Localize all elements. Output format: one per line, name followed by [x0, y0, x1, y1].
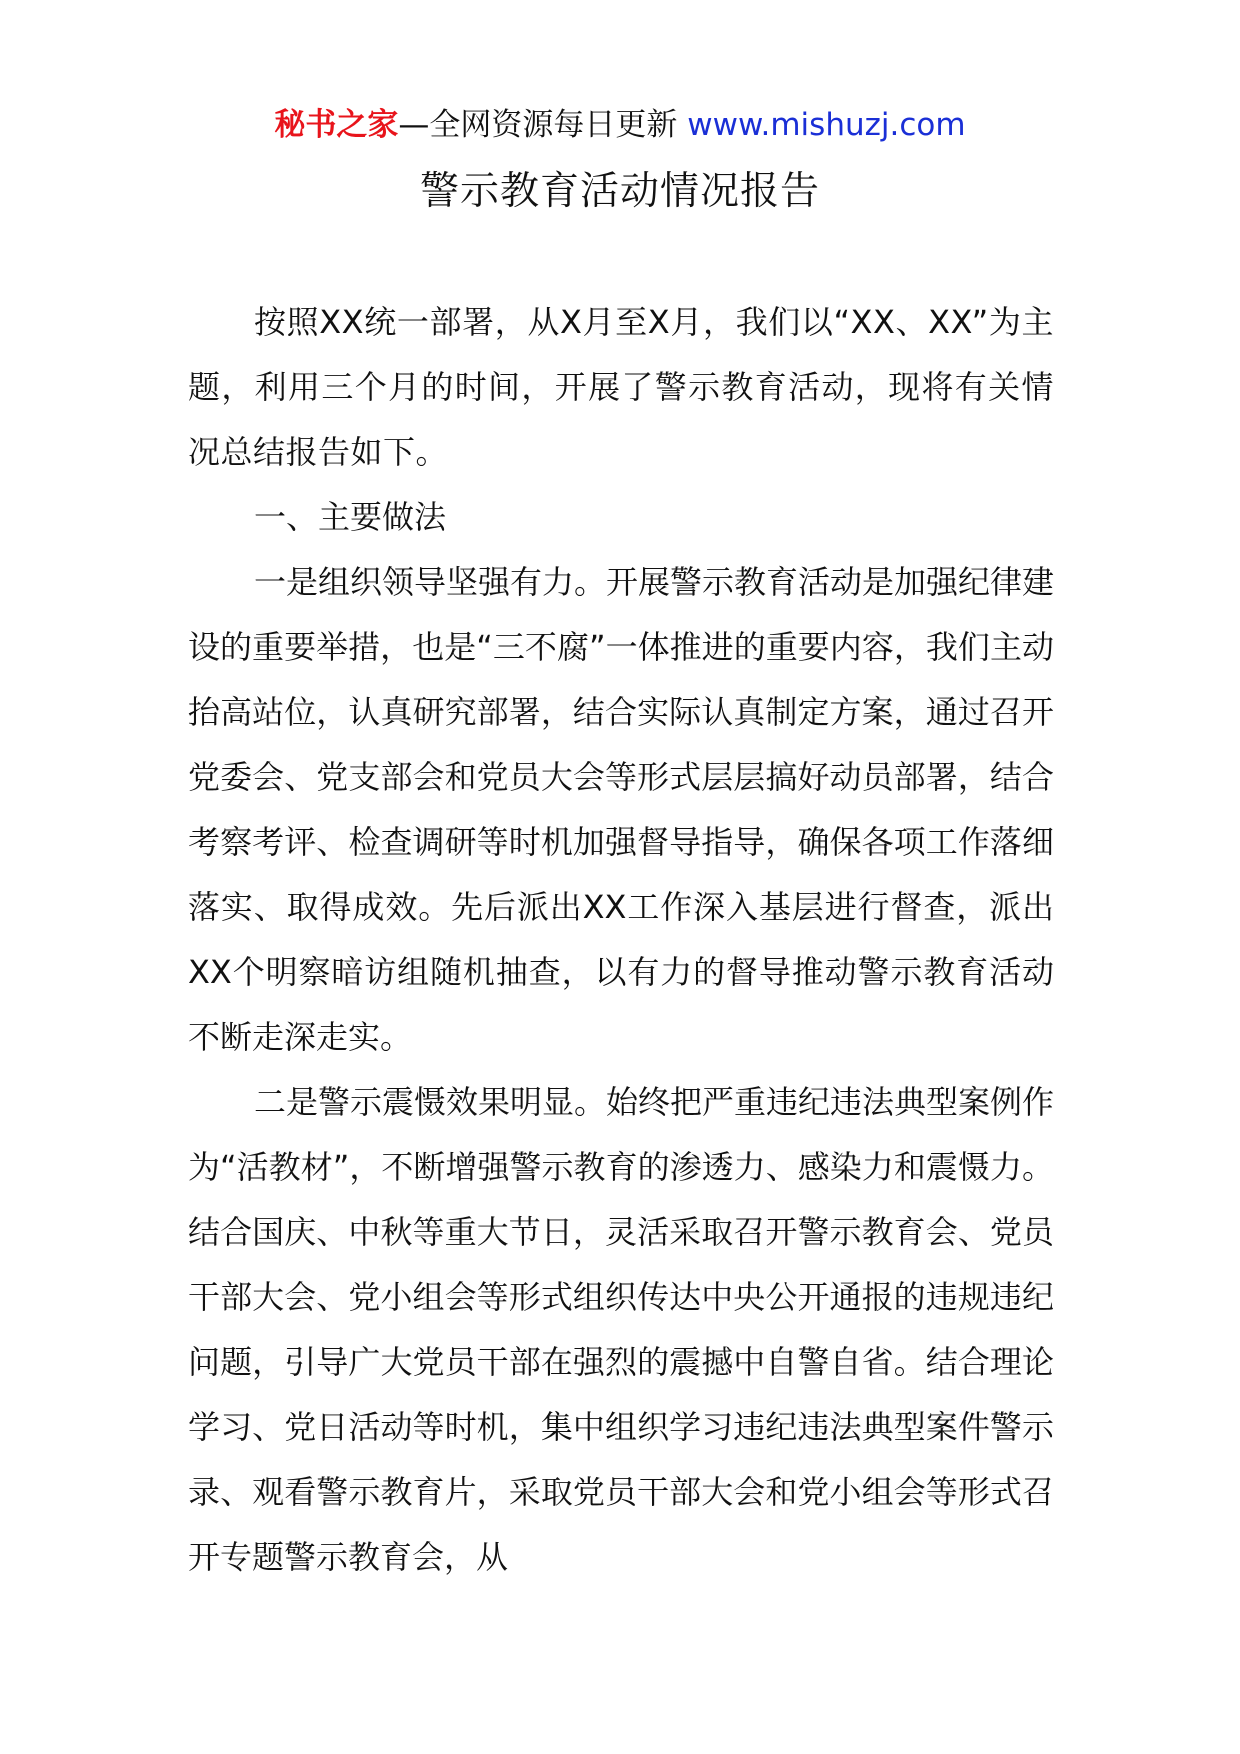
site-url-link[interactable]: www.mishuzj.com [687, 107, 966, 143]
intro-paragraph: 按照XX统一部署，从X月至X月，我们以“XX、XX”为主题，利用三个月的时间，开展了警示教育活动，现将有关情况总结报告如下。 [188, 303, 1054, 471]
paragraph-deterrence: 二是警示震慑效果明显。始终把严重违纪违法典型案例作为“活教材”，不断增强警示教育的渗透力、感染力和震慑力。结合国庆、中秋等重大节日，灵活采取召开警示教育会、党员干部大会、党小组会等形式组织传达中央公开通报的违规违纪问题，引导广大党员干部在强烈的震撼中自警自省。结合理论学习、党日活动等时机，集中组织学习违纪违法典型案件警示录、观看警示教育片，采取党员干部大会和党小组会等形式召开专题警示教育会，从 [188, 1083, 1055, 1576]
section-heading: 一、主要做法 [254, 498, 447, 536]
paragraph-organization: 一是组织领导坚强有力。开展警示教育活动是加强纪律建设的重要举措，也是“三不腐”一体推进的重要内容，我们主动抬高站位，认真研究部署，结合实际认真制定方案，通过召开党委会、党支部会和党员大会等形式层层搞好动员部署，结合考察考评、检查调研等时机加强督导指导，确保各项工作落细落实、取得成效。先后派出XX工作深入基层进行督查，派出XX个明察暗访组随机抽查，以有力的督导推动警示教育活动不断走深走实。 [188, 563, 1055, 1056]
site-name: 秘书之家 [274, 107, 399, 143]
document-title: 警示教育活动情况报告 [419, 169, 820, 214]
site-header [0, 100, 1240, 150]
site-tagline: —全网资源每日更新 [398, 107, 688, 143]
document-body [188, 290, 1054, 1590]
